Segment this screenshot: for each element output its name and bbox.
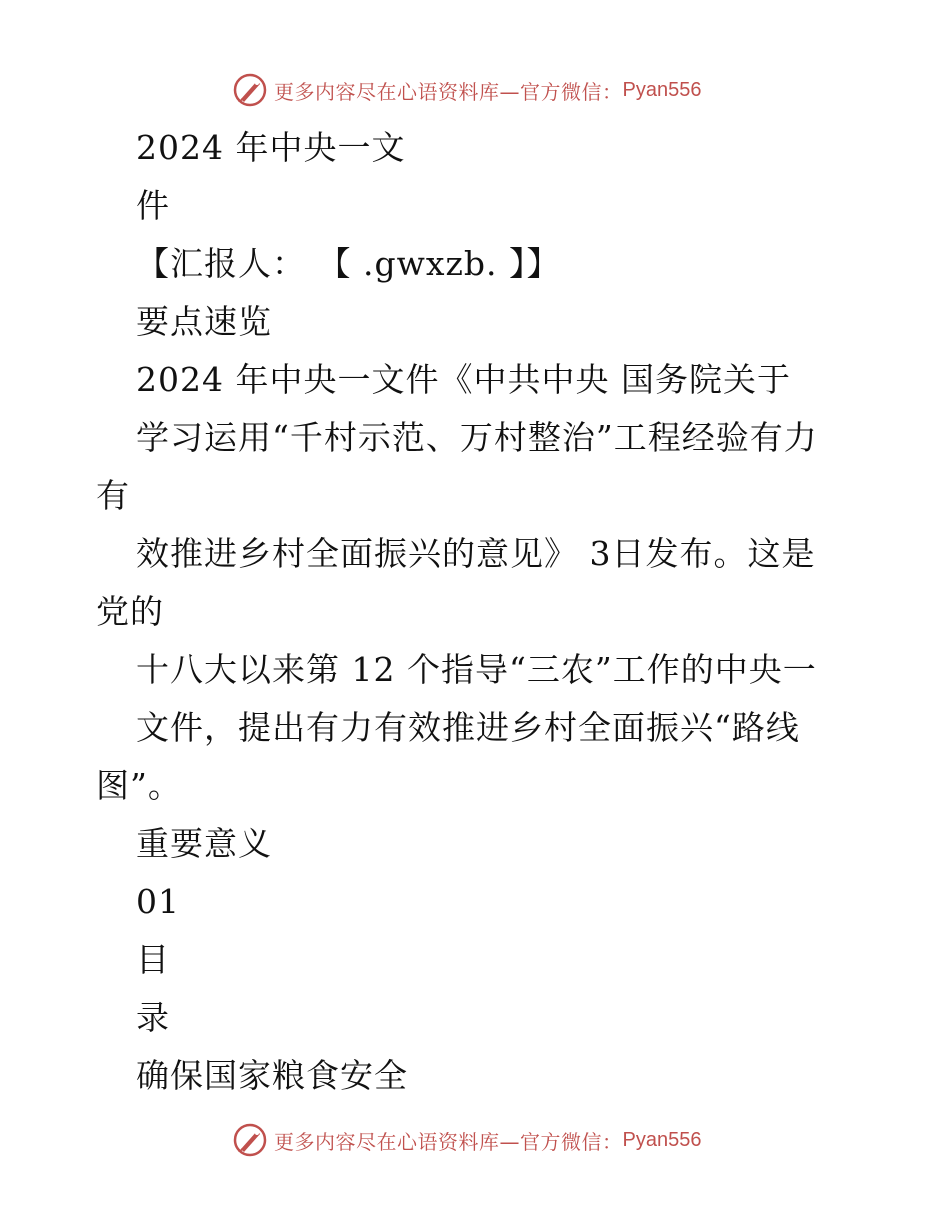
watermark-text: 更多内容尽在心语资料库—官方微信： xyxy=(274,79,623,104)
text-line: 确保国家粮食安全 xyxy=(136,1056,408,1095)
text-line: 文件，提出有力有效推进乡村全面振兴“路线 xyxy=(136,708,800,747)
text-line: 2024 年中央一文 xyxy=(136,128,406,167)
text-line: 录 xyxy=(136,998,170,1037)
text-line: 学习运用“千村示范、万村整治”工程经验有力 xyxy=(136,418,818,457)
watermark-text: 更多内容尽在心语资料库—官方微信： xyxy=(274,1129,623,1154)
text-line: 重要意义 xyxy=(136,824,272,863)
text-line: 件 xyxy=(136,186,170,225)
text-line: 效推进乡村全面振兴的意见》 3日发布。这是 xyxy=(136,534,816,573)
watermark-id: Pyan556 xyxy=(622,78,702,101)
text-line: 党的 xyxy=(96,592,164,631)
text-line: 2024 年中央一文件《中共中央 国务院关于 xyxy=(136,360,791,399)
pen-logo-icon xyxy=(232,72,268,108)
text-line: 有 xyxy=(96,476,130,515)
watermark-banner-bottom xyxy=(232,1120,701,1160)
text-line: 图”。 xyxy=(96,766,182,805)
text-line: 01 xyxy=(136,882,180,921)
text-line: 目 xyxy=(136,940,170,979)
pen-logo-icon xyxy=(232,1122,268,1158)
text-line: 十八大以来第 12 个指导“三农”工作的中央一 xyxy=(136,650,817,689)
watermark-banner-top xyxy=(232,70,701,110)
text-line: 【汇报人： 【 .gwxzb. 】】 xyxy=(136,244,561,283)
text-line: 要点速览 xyxy=(136,302,272,341)
watermark-id: Pyan556 xyxy=(622,1128,702,1151)
